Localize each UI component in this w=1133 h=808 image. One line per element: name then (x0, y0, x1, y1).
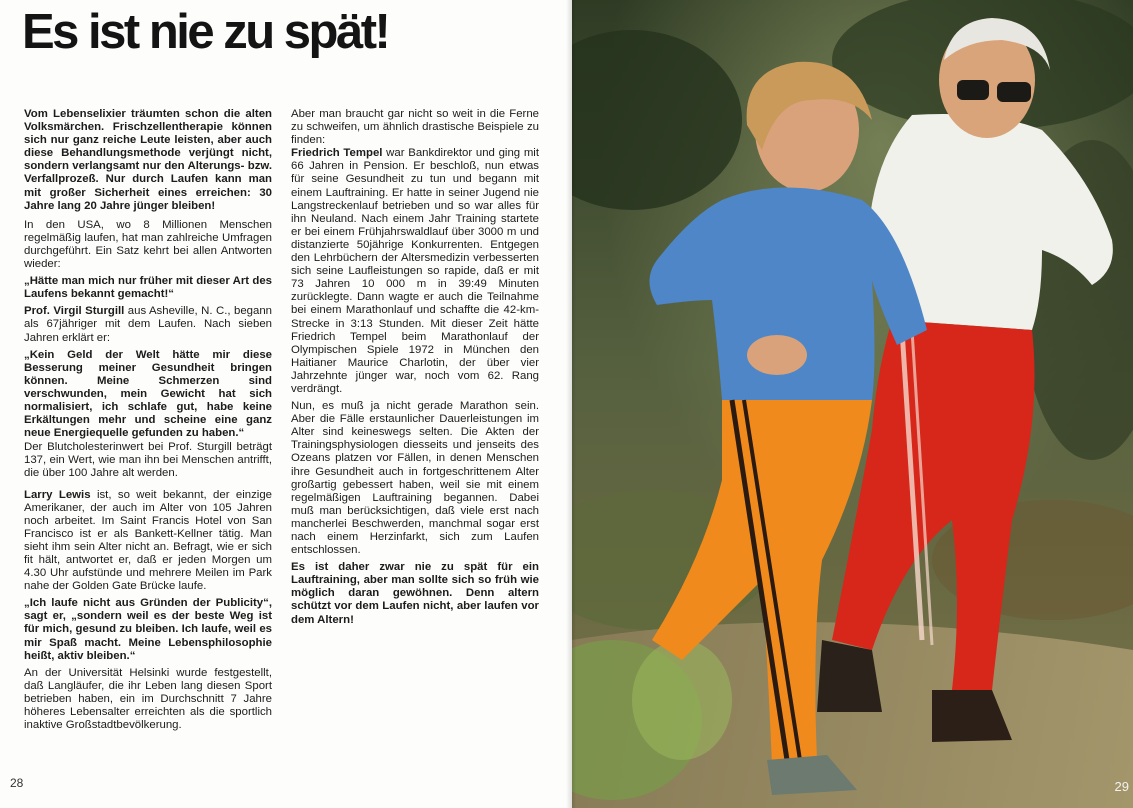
paragraph: Aber man braucht gar nicht so weit in die Ferne zu schweifen, um ähnlich drastische Beispiele zu finden: (291, 108, 539, 147)
paragraph: In den USA, wo 8 Millionen Menschen regelmäßig laufen, hat man zahlreiche Umfragen durchgeführt. Ein Satz kehrt bei allen Antworten wieder: (24, 218, 272, 271)
intro-paragraph: Vom Lebenselixier träumten schon die alten Volksmärchen. Frischzellentherapie können sich nur ganz reiche Leute leisten, aber auch diese Behandlungsmethode verjüngt nicht, sondern verlangsamt nur den Alterungs- bzw. Verfallprozeß. Nur durch Laufen kann man mit großer Sicherheit eines erreichen: 30 Jahre lang 20 Jahre jünger bleiben! (24, 108, 272, 212)
quote: „Ich laufe nicht aus Gründen der Publicity“, sagt er, „sondern weil es der beste Weg ist für mich, gesund zu bleiben. Ich laufe, weil es mir Spaß macht. Meine Lebensphilosophie heißt, aktiv bleiben.“ (24, 597, 272, 662)
quote: „Hätte man mich nur früher mit dieser Art des Laufens bekannt gemacht!“ (24, 275, 272, 301)
paragraph-text: aus Asheville, N. C., begann als 67jähriger mit dem Laufen. Nach sieben Jahren erklärt er: (24, 305, 272, 344)
paragraph-text: ist, so weit bekannt, der einzige Amerikaner, der auch im Alter von 105 Jahren noch arbeitet. Im Saint Francis Hotel von San Francisco ist er als Bankett-Kellner tätig. Man sieht ihm sein Alter nicht an. Befragt, wie er sich fit hält, antwortet er, daß er jeden Morgen um 4.30 Uhr aufstünde und mehrere Meilen im Park nahe der Golden Gate Brücke laufe. (24, 488, 273, 593)
right-page (572, 0, 1133, 808)
page-number-right: 29 (1114, 779, 1129, 794)
person-name: Friedrich Tempel (291, 147, 383, 160)
paragraph: An der Universität Helsinki wurde festgestellt, daß Langläufer, die ihr Leben lang diesen Sport betrieben haben, ein im Durchschnitt 7 Jahre höheres Lebensalter erreichten als die sportlich inaktive Großstadtbevölkerung. (24, 666, 272, 732)
text-column-1 (24, 108, 272, 736)
paragraph-text: war Bankdirektor und ging mit 66 Jahren in Pension. Er beschloß, nun etwas für seine Gesundheit zu tun und begann mit einem Lauftraining. Er hatte in seiner Jugend nie Langstreckenlauf betrieben und so war alles für ihn Neuland. Nach einem Jahr Training startete er bei einem Frühjahrswaldlauf über 3000 m und distanzierte 50jährige Konkurrenten. Entgegen den Lehrbüchern der Altersmedizin verbesserten sich seine Laufleistungen so rapide, daß er mit 73 Jahren 10 000 m in 39:49 Minuten zurücklegte. Dann wagte er auch die Teilnahme bei einem Marathonlauf und schaffte die 42-km-Strecke in 3:13 Stunden. Mit dieser Zeit hätte Friedrich Tempel beim Marathonlauf der Olympischen Spiele 1972 in München den Haitianer Maurice Charlotin, der über vier Jahrzehnte jünger war, noch vom 62. Rang verdrängt. (291, 147, 539, 395)
conclusion-paragraph: Es ist daher zwar nie zu spät für ein Lauftraining, aber man sollte sich so früh wie möglich daran gewöhnen. Denn altern schützt vor dem Laufen nicht, aber laufen vor dem Altern! (291, 561, 539, 626)
binding-gutter (566, 0, 576, 808)
paragraph: Der Blutcholesterinwert bei Prof. Sturgill beträgt 137, ein Wert, wie man ihn bei Menschen antrifft, die über 100 Jahre alt werden. (24, 441, 272, 480)
paragraph (291, 147, 539, 396)
paragraph (24, 489, 272, 594)
person-name: Larry Lewis (24, 488, 91, 501)
text-column-2 (291, 108, 539, 631)
person-name: Prof. Virgil Sturgill (24, 305, 125, 318)
headline: Es ist nie zu spät! (22, 5, 389, 59)
runners-photo (572, 0, 1133, 808)
page-number-left: 28 (10, 776, 24, 790)
paragraph (24, 305, 272, 344)
paragraph: Nun, es muß ja nicht gerade Marathon sein. Aber die Fälle erstaunlicher Dauerleistungen im Alter sind keineswegs selten. Die Akten der Trainingsphysiologen diesseits und jenseits des Ozeans platzen vor Fällen, in denen Menschen ihre Gesundheit auch in fortgeschrittenem Alter großartig gebessert haben, weil sie mit einem regelmäßigen Lauftraining begannen. Dabei muß man berücksichtigen, daß viele erst nach mancherlei Beschwerden, manchmal sogar erst nach einem Herzinfarkt, sich zum Laufen entschlossen. (291, 400, 539, 557)
quote: „Kein Geld der Welt hätte mir diese Besserung meiner Gesundheit bringen können. Meine Schmerzen sind verschwunden, mein Gewicht hat sich normalisiert, ich schlafe gut, habe keine Erkältungen mehr und scheine eine ganz neue Energiequelle gefunden zu haben.“ (24, 348, 272, 440)
